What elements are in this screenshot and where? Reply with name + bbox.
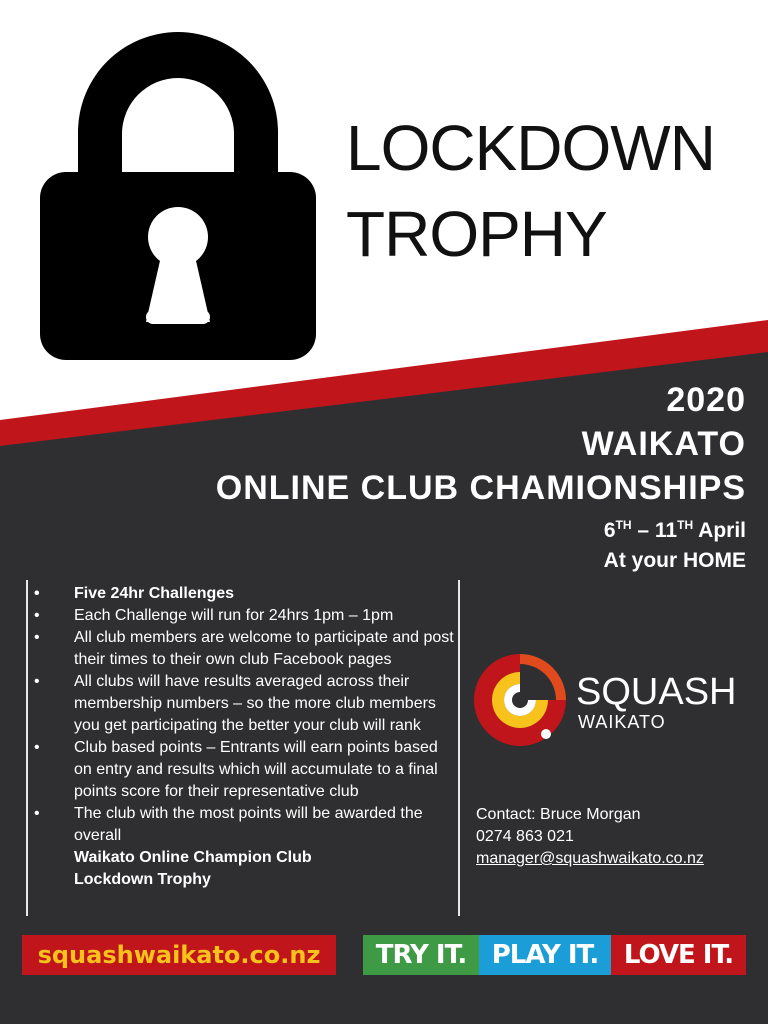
list-item: • All club members are welcome to participate and post their times to their own club Facebook pages: [34, 629, 454, 668]
padlock-icon: [38, 22, 318, 362]
bullet-icon: •: [34, 607, 40, 624]
logo-text-squash: SQUASH: [576, 671, 737, 713]
contact-name: Contact: Bruce Morgan: [476, 806, 641, 823]
list-item: • All clubs will have results averaged across their membership numbers – so the more club members you get participating the better your club will rank: [34, 673, 436, 734]
award-line-1: Waikato Online Champion Club: [74, 849, 312, 866]
event-year: 2020: [666, 381, 746, 419]
page-title: [346, 105, 715, 277]
dates-start-suffix: TH: [615, 518, 632, 532]
logo-text-waikato: WAIKATO: [578, 712, 666, 732]
dates-end: – 11: [631, 519, 678, 542]
dates-month: April: [693, 519, 746, 542]
bullet-icon: •: [34, 585, 40, 602]
slogan-play-it: PLAY IT.: [479, 935, 611, 975]
center-divider: [458, 580, 460, 916]
award-line-2: Lockdown Trophy: [74, 871, 211, 888]
title-line-1: LOCKDOWN: [346, 112, 715, 184]
event-name: ONLINE CLUB CHAMIONSHIPS: [215, 469, 746, 507]
event-info: [216, 378, 746, 576]
left-divider: [26, 580, 28, 916]
squash-waikato-logo-icon: [470, 650, 570, 750]
list-item: • The club with the most points will be awarded the overall: [34, 805, 423, 844]
website-banner[interactable]: squashwaikato.co.nz: [22, 935, 336, 975]
bullet-icon: •: [34, 629, 40, 646]
bullet-icon: •: [34, 739, 40, 756]
slogan-try-it: TRY IT.: [363, 935, 479, 975]
info-list: [34, 583, 454, 891]
event-dates: [216, 510, 746, 546]
title-line-2: TROPHY: [346, 198, 607, 270]
contact-phone: 0274 863 021: [476, 828, 574, 845]
event-region: WAIKATO: [581, 425, 746, 463]
list-item: • Five 24hr Challenges: [34, 583, 454, 605]
list-item: • Club based points – Entrants will earn points based on entry and results which will accumulate to a final points score for their representative club: [34, 739, 438, 800]
contact-info: [476, 804, 704, 870]
slogan-love-it: LOVE IT.: [611, 935, 746, 975]
contact-email-link[interactable]: manager@squashwaikato.co.nz: [476, 850, 704, 867]
list-item: • Each Challenge will run for 24hrs 1pm – 1pm: [34, 605, 454, 627]
bullet-icon: •: [34, 805, 40, 822]
bullet-icon: •: [34, 673, 40, 690]
dates-start: 6: [603, 519, 616, 542]
event-location: At your HOME: [603, 549, 746, 572]
dates-end-suffix: TH: [677, 518, 694, 532]
